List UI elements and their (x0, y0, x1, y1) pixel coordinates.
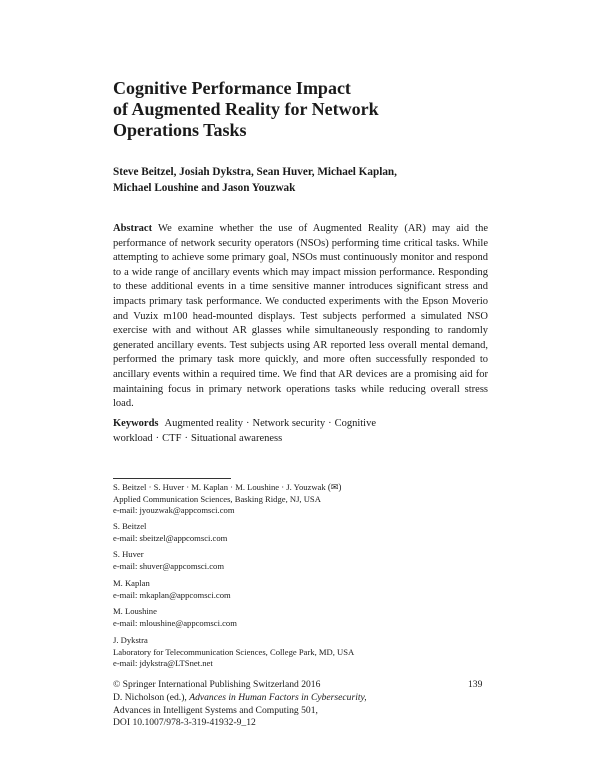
keyword: Situational awareness (190, 432, 283, 444)
affiliation-email: e-mail: jdykstra@LTSnet.net (113, 658, 213, 669)
affiliation-names: M. Loushine (113, 606, 157, 616)
series-line: Advances in Intelligent Systems and Computing 501, (113, 704, 318, 716)
affiliation-org: Laboratory for Telecommunication Sciences, College Park, MD, USA (113, 646, 355, 657)
affiliation-names: S. Beitzel (113, 521, 147, 531)
author-list (113, 164, 493, 196)
abstract-text: We examine whether the use of Augmented Reality (AR) may aid the performance of network security operators (NSOs) performing time critical tasks. While attempting to achieve some primary goal, NSOs must continuously monitor and respond to a wide range of ancillary events which may impact mission performance. Responding to these additional events in a time sensitive manner introduces significant stress and impacts primary task performance. We conducted experiments with the Epson Moverio and Vuzix m100 head-mounted displays. Test subjects performed a simulated NSO exercise with and without AR glasses while simultaneously responding to randomly generated ancillary events. Test subjects using AR reported less overall mental demand, performed the primary task more quickly, and more often successfully responded to ancillary events within a required time. We find that AR devices are a promising aid for maintaining focus in primary network operations tasks while reducing overall stress load. (113, 223, 489, 410)
title-line-2: of Augmented Reality for Network (113, 99, 379, 119)
abstract-heading: Abstract (113, 223, 153, 234)
affiliation-block (113, 635, 493, 670)
affiliation-names: S. Huver (113, 549, 144, 559)
affiliation-block (113, 521, 493, 544)
publication-footer (113, 679, 491, 730)
title-line-1: Cognitive Performance Impact (113, 78, 351, 98)
affiliation-block (113, 578, 493, 601)
affiliation-names: M. Kaplan (113, 578, 150, 588)
footnote-divider (113, 478, 231, 479)
affiliation-email: e-mail: jyouzwak@appcomsci.com (113, 505, 235, 516)
abstract (113, 222, 488, 412)
keyword-separator: · (245, 418, 250, 429)
paper-title (113, 78, 473, 141)
affiliation-email: e-mail: mkaplan@appcomsci.com (113, 589, 231, 600)
editor-line (113, 692, 491, 705)
keyword-separator: · (328, 418, 332, 429)
doi-line: DOI 10.1007/978-3-319-41932-9_12 (113, 717, 256, 729)
affiliation-block (113, 482, 493, 517)
affiliation-org: Applied Communication Sciences, Basking Ridge, NJ, USA (113, 493, 321, 504)
affiliation-names: S. Beitzel · S. Huver · M. Kaplan · M. Loushine · J. Youzwak (113, 482, 326, 492)
book-title: Advances in Human Factors in Cybersecurity, (189, 691, 367, 703)
keyword-separator: · (155, 432, 160, 444)
authors-line-2: Michael Loushine and Jason Youzwak (113, 182, 296, 194)
keyword: Cognitive workload (113, 418, 377, 444)
envelope-icon: (✉) (327, 482, 342, 492)
keyword: Network security (252, 418, 326, 429)
keyword-separator: · (184, 432, 188, 444)
affiliation-block (113, 606, 493, 629)
copyright-line: © Springer International Publishing Switzerland 2016 (113, 679, 321, 690)
affiliation-email: e-mail: sbeitzel@appcomsci.com (113, 532, 228, 543)
editor-text: D. Nicholson (ed.), (113, 691, 190, 703)
keyword: CTF (162, 432, 182, 444)
page-number: 139 (468, 679, 483, 690)
keywords (113, 417, 488, 446)
affiliation-names: J. Dykstra (113, 635, 148, 645)
affiliation-email: e-mail: shuver@appcomsci.com (113, 560, 225, 571)
keywords-heading: Keywords (113, 418, 159, 429)
keyword: Augmented reality (164, 418, 243, 429)
affiliation-email: e-mail: mloushine@appcomsci.com (113, 617, 237, 628)
authors-line-1: Steve Beitzel, Josiah Dykstra, Sean Huver, Michael Kaplan, (113, 166, 397, 178)
affiliation-block (113, 549, 493, 572)
title-line-3: Operations Tasks (113, 120, 247, 140)
